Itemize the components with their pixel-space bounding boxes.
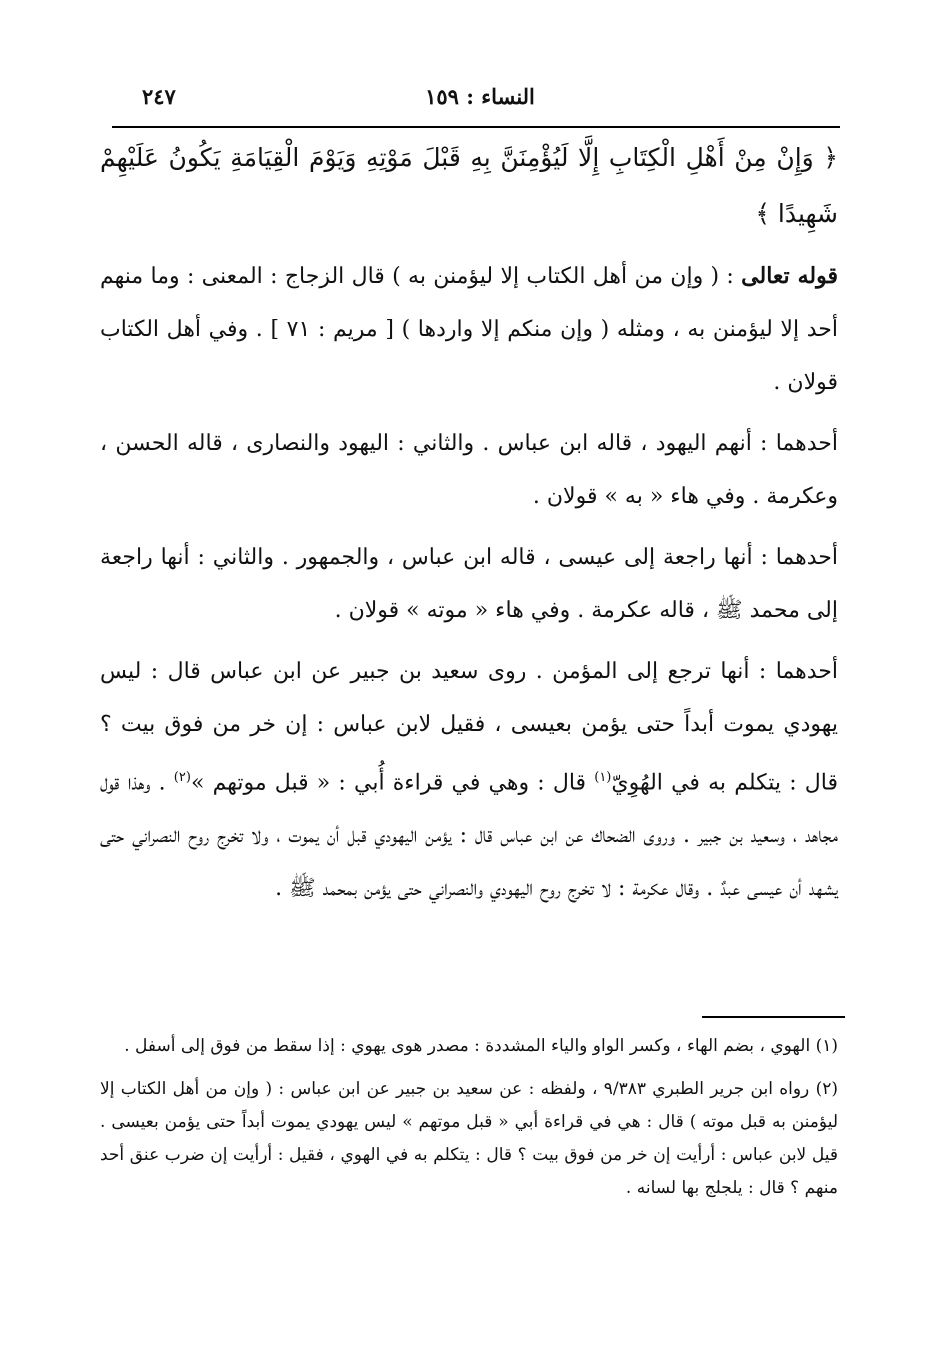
footnote-mark: (٢) [815,1079,838,1099]
paragraph-text: : ( وإن من أهل الكتاب إلا ليؤمنن به ) قال الزجاج : المعنى : وما منهم أحد إلا ليؤمنن به ، ومثله ( وإن منكم إلا واردها ) [ مريم : ٧١ ] . وفي أهل الكتاب قولان . [100,264,838,395]
footnote-divider [702,1016,845,1018]
paragraph-text: . وهذا قول مجاهد ، وسعيد بن جبير . وروى الضحاك عن ابن عباس قال : يؤمن اليهودي قبل أن يموت ، ولا تخرج روح النصراني حتى يشهد أن عيسى عبدٌ . وقال عكرمة : لا تخرج روح اليهودي والنصراني حتى يؤمن بمحمد ﷺ . [100,770,838,902]
quran-verse: ﴿ وَإِنْ مِنْ أَهْلِ الْكِتَابِ إِلَّا لَيُؤْمِنَنَّ بِهِ قَبْلَ مَوْتِهِ وَيَوْمَ الْقِيَامَةِ يَكُونُ عَلَيْهِمْ شَهِيدًا ﴾ [100,143,838,228]
paragraph-lead: قوله تعالى [741,263,838,289]
running-header [130,84,830,114]
footnote [100,1073,838,1205]
paragraph: أحدهما : أنهم اليهود ، قاله ابن عباس . والثاني : اليهود والنصارى ، قاله الحسن ، وعكرمة . وفي هاء « به » قولان . [100,431,838,509]
paragraph [100,250,838,409]
surah-reference: النساء : ١٥٩ [425,84,535,109]
footnote [100,1030,838,1063]
paragraph-text: أحدهما : أنها ترجع إلى المؤمن . روى سعيد بن جبير عن ابن عباس قال : ليس يهودي يموت أبداً حتى يؤمن بعيسى ، فقيل لابن عباس : إن خر من فوق بيت ؟ قال : يتكلم به في الهُوِيّ [100,659,838,796]
paragraph-text: قال : وهي في قراءة أُبي : « قبل موتهم » [190,770,587,796]
main-text [100,130,838,923]
header-divider [112,126,840,128]
footnote-text: رواه ابن جرير الطبري ٩/٣٨٣ ، ولفظه : عن سعيد بن جبير عن ابن عباس : ( وإن من أهل الكتاب إلا ليؤمنن به قبل موته ) قال : هي في قراءة أبي « قبل موتهم » ليس يهودي يموت أبداً حتى يؤمن بعيسى . قيل لابن عباس : أرأيت إن خر من فوق بيت ؟ قال : يتكلم به في الهوي ، فقيل : أرأيت إن ضرب عنق أحد منهم ؟ قال : يلجلج بها لسانه . [100,1079,838,1198]
footnote-ref: (٢) [173,770,191,785]
footnote-mark: (١) [815,1036,838,1056]
page-number: ٢٤٧ [142,84,176,109]
footnote-text: الهوي ، بضم الهاء ، وكسر الواو والياء المشددة : مصدر هوى يهوي : إذا سقط من فوق إلى أسفل . [124,1036,811,1056]
footnote-ref: (١) [594,770,612,785]
footnotes [100,1030,838,1215]
paragraph [100,645,838,915]
paragraph: أحدهما : أنها راجعة إلى عيسى ، قاله ابن عباس ، والجمهور . والثاني : أنها راجعة إلى محمد ﷺ ، قاله عكرمة . وفي هاء « موته » قولان . [100,545,838,623]
